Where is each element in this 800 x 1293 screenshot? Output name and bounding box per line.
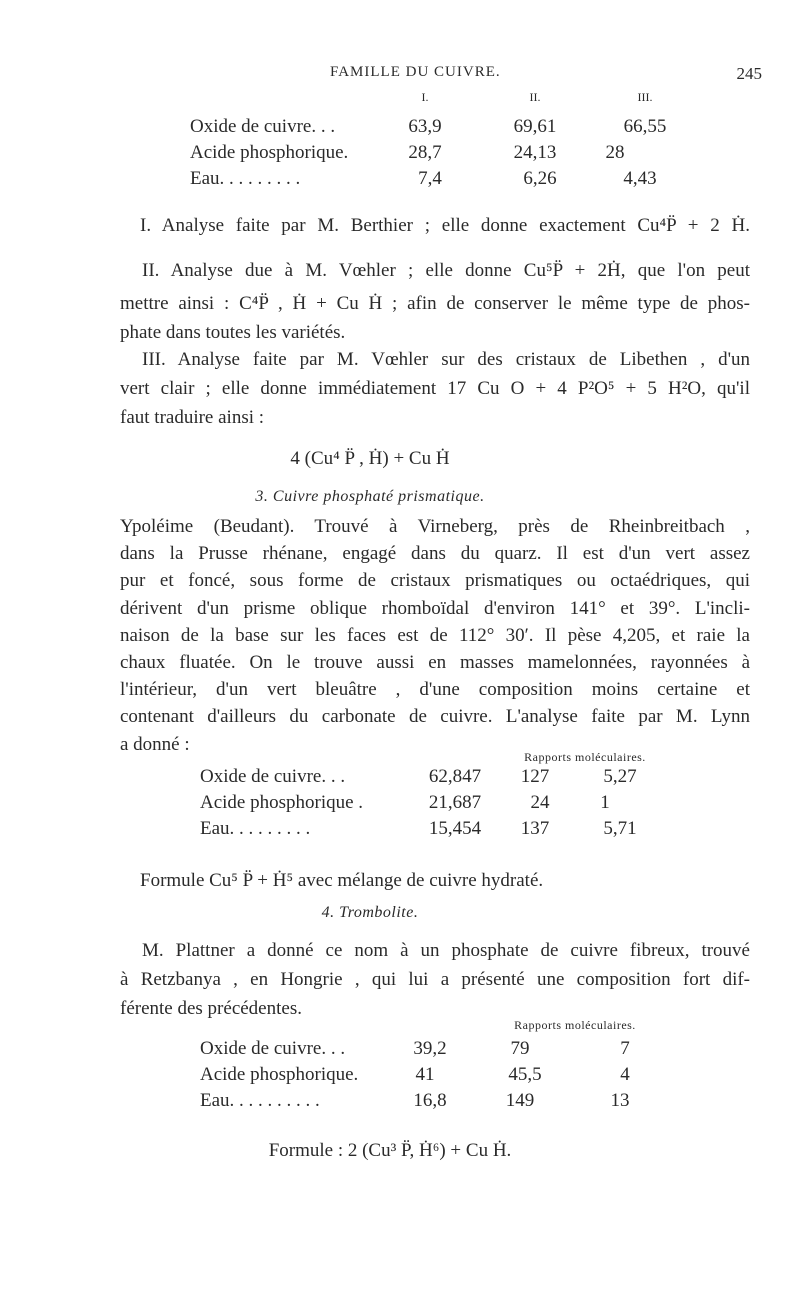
table-cell: 45,5 — [508, 1064, 542, 1085]
row-label: Acide phosphorique . — [200, 792, 364, 813]
table-cell: 149 — [505, 1090, 535, 1111]
running-header — [0, 64, 800, 86]
text-line: M. Plattner a donné ce nom à un phosphate de cuivre fibreux, trouvé — [142, 940, 750, 961]
column-header: I. — [421, 90, 429, 104]
table-cell: 28,7 — [408, 142, 442, 163]
text-line: férente des précédentes. — [120, 998, 302, 1019]
column-header: II. — [529, 90, 541, 104]
table-cell: 79 — [510, 1038, 530, 1059]
text-line: contenant d'ailleurs du carbonate de cuivre. L'analyse faite par M. Lynn — [120, 706, 750, 728]
table-cell: 7 — [620, 1038, 630, 1059]
text-line: a donné : — [120, 733, 190, 755]
table-caption: Rapports moléculaires. — [524, 750, 646, 764]
text-line: naison de la base sur les faces est de 112° 30′. Il pèse 4,205, et raie la — [120, 624, 750, 646]
formula-iii: 4 (Cu⁴ P̈ , Ḣ) + Cu Ḣ — [290, 448, 450, 469]
text-line: faut traduire ainsi : — [120, 407, 265, 428]
text-line: chaux fluatée. On le trouve aussi en masses mamelonnées, rayonnées à — [120, 651, 750, 673]
table-cell: 7,4 — [418, 168, 442, 189]
column-header: III. — [637, 90, 653, 104]
table-cell: 39,2 — [413, 1038, 447, 1059]
table-cell: 66,55 — [623, 116, 667, 137]
table-caption: Rapports moléculaires. — [514, 1018, 636, 1032]
formula-plattner: Formule : 2 (Cu³ P̈, Ḣ⁶) + Cu Ḣ. — [268, 1140, 512, 1161]
table-cell: 15,454 — [428, 818, 482, 839]
table-cell: 1 — [600, 792, 610, 813]
row-label: Eau. . . . . . . . . . — [200, 1090, 320, 1111]
row-label: Acide phosphorique. — [200, 1064, 359, 1085]
row-label: Eau. . . . . . . . . — [190, 168, 301, 189]
row-label: Acide phosphorique. — [190, 142, 349, 163]
section-4-paragraph — [120, 936, 750, 1023]
table-cell: 137 — [520, 818, 550, 839]
table-cell: 21,687 — [428, 792, 482, 813]
text-line: pur et foncé, sous forme de cristaux prismatiques ou octaédriques, qui — [120, 570, 750, 592]
table-cell: 63,9 — [408, 116, 442, 137]
table-cell: 6,26 — [523, 168, 557, 189]
formula-lynn: Formule Cu⁵ P̈ + Ḣ⁵ avec mélange de cuivre hydraté. — [140, 870, 544, 891]
table-cell: 4,43 — [623, 168, 657, 189]
table-cell: 41 — [415, 1064, 435, 1085]
table-cell: 127 — [520, 766, 550, 787]
text-line: dérivent d'un prisme oblique rhomboïdal d'environ 141° et 39°. L'incli- — [120, 597, 750, 619]
text-line: dans la Prusse rhénane, engagé dans du quarz. Il est d'un vert assez — [120, 543, 750, 565]
text-line: à Retzbanya , en Hongrie , qui lui a présenté une composition fort dif- — [120, 969, 750, 990]
text-line: III. Analyse faite par M. Vœhler sur des cristaux de Libethen , d'un — [142, 349, 750, 370]
running-title: FAMILLE DU CUIVRE. — [330, 64, 501, 80]
section-3-paragraph — [120, 513, 750, 758]
table-cell: 62,847 — [428, 766, 482, 787]
table-cell: 16,8 — [413, 1090, 447, 1111]
table-cell: 4 — [620, 1064, 630, 1085]
section-4-heading: 4. Trombolite. — [321, 904, 419, 921]
table-cell: 28 — [605, 142, 625, 163]
section-3-heading: 3. Cuivre phosphaté prismatique. — [255, 488, 485, 505]
paragraph-analysis-i — [140, 211, 750, 240]
paragraph-analysis-ii — [120, 256, 750, 347]
table-cell: 5,71 — [603, 818, 637, 839]
text-line: phate dans toutes les variétés. — [120, 322, 346, 343]
paragraph-analysis-iii — [120, 345, 750, 432]
table-cell: 69,61 — [513, 116, 557, 137]
text-line: mettre ainsi : C⁴P̈ , Ḣ + Cu Ḣ ; afin de conserver le même type de phos- — [120, 293, 750, 314]
table-cell: 24 — [530, 792, 550, 813]
table-cell: 13 — [610, 1090, 630, 1111]
text-line: II. Analyse due à M. Vœhler ; elle donne Cu⁵P̈ + 2Ḣ, que l'on peut — [142, 260, 750, 281]
row-label: Eau. . . . . . . . . — [200, 818, 311, 839]
row-label: Oxide de cuivre. . . — [200, 766, 346, 787]
page-number: 245 — [736, 64, 762, 83]
text-line: Ypoléime (Beudant). Trouvé à Virneberg, près de Rheinbreitbach , — [120, 516, 750, 537]
table-cell: 24,13 — [513, 142, 557, 163]
text-line: l'intérieur, d'un vert bleuâtre , d'une composition moins certaine et — [120, 679, 750, 701]
row-label: Oxide de cuivre. . . — [200, 1038, 346, 1059]
row-label: Oxide de cuivre. . . — [190, 116, 336, 137]
text-line: I. Analyse faite par M. Berthier ; elle donne exactement Cu⁴P̈ + 2 Ḣ. — [140, 215, 750, 236]
table-cell: 5,27 — [603, 766, 637, 787]
text-line: vert clair ; elle donne immédiatement 17 Cu O + 4 P²O⁵ + 5 H²O, qu'il — [120, 378, 750, 399]
